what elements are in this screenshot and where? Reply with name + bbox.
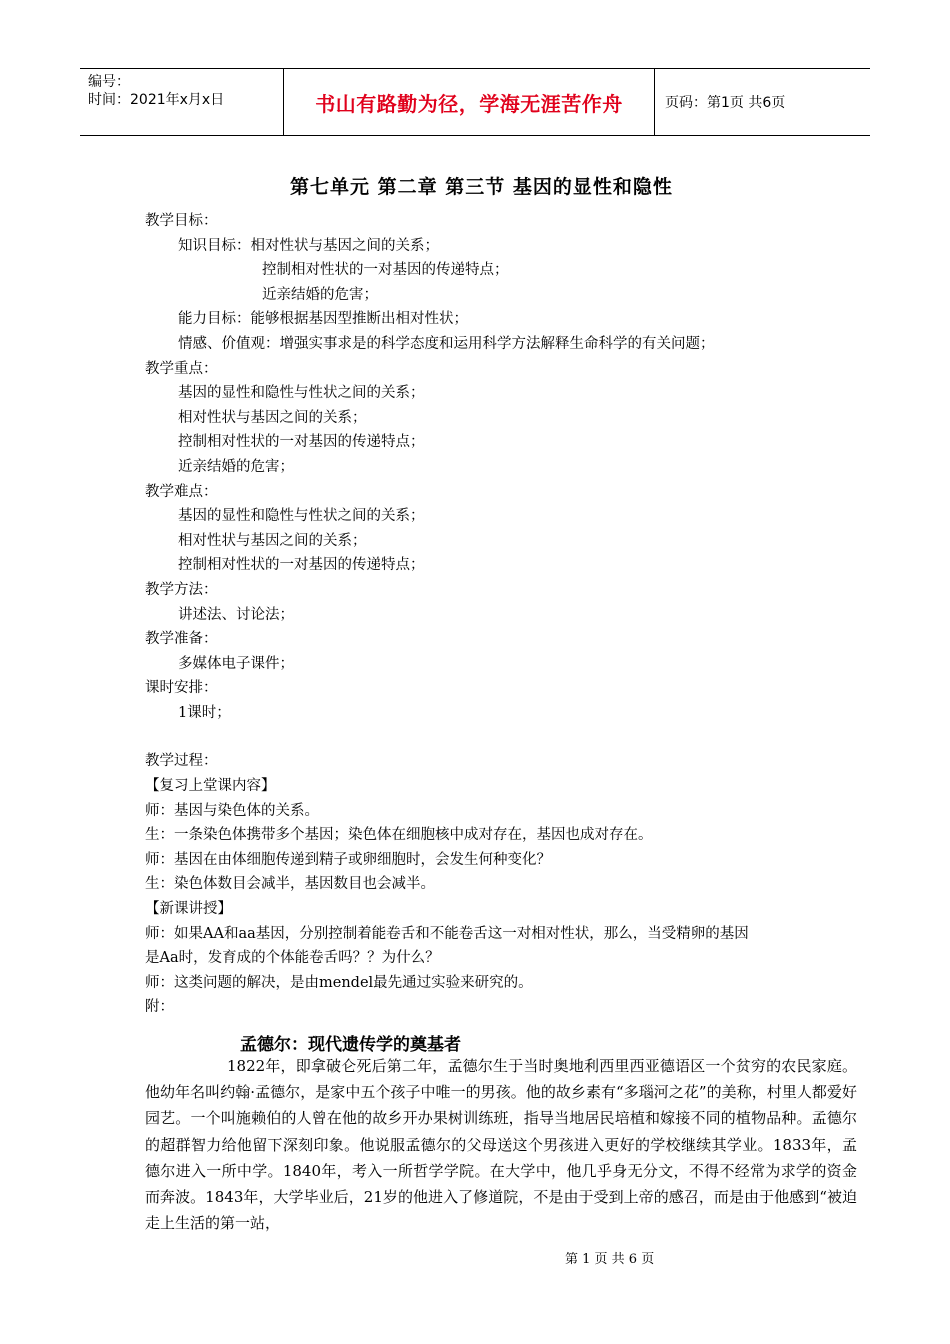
number-label: 编号： [88,74,130,90]
lesson-plan-body [145,209,857,1020]
time-label: 时间：2021年x月x日 [88,92,225,108]
text-line: 【新课讲授】 [145,901,232,918]
text-line: 师：基因在由体细胞传递到精子或卵细胞时，会发生何种变化？ [145,851,551,868]
text-line: 师：这类问题的解决，是由mendel最先通过实验来研究的。 [145,974,533,991]
page-footer: 第 1 页 共 6 页 [565,1252,655,1267]
header-left-cell [80,69,283,135]
section-heading: 教学准备： [145,631,218,648]
text-line: 情感、价值观：增强实事求是的科学态度和运用科学方法解释生命科学的有关问题； [178,335,715,352]
section-heading: 课时安排： [145,680,218,697]
text-line: 基因的显性和隐性与性状之间的关系； [178,385,425,402]
text-line: 附： [145,999,174,1016]
motto: 书山有路勤为径，学海无涯苦作舟 [315,91,623,116]
text-line: 控制相对性状的一对基因的传递特点； [178,557,425,574]
essay-title: 孟德尔：现代遗传学的奠基者 [240,1035,461,1055]
text-line: 近亲结婚的危害； [178,458,294,475]
blank-line [145,725,857,749]
section-heading: 教学重点： [145,360,218,377]
section-heading: 教学方法： [145,581,218,598]
text-line: 是Aa时，发育成的个体能卷舌吗？？为什么？ [145,950,440,967]
text-line: 生：染色体数目会减半，基因数目也会减半。 [145,876,435,893]
text-line: 相对性状与基因之间的关系； [178,409,367,426]
text-line: 生：一条染色体携带多个基因；染色体在细胞核中成对存在，基因也成对存在。 [145,827,653,844]
text-line: 近亲结婚的危害； [262,286,378,303]
section-heading: 教学过程： [145,753,218,770]
text-line: 控制相对性状的一对基因的传递特点； [178,434,425,451]
text-line: 师：如果AA和aa基因，分别控制着能卷舌和不能卷舌这一对相对性状，那么，当受精卵的基因 [145,925,749,942]
text-line: 基因的显性和隐性与性状之间的关系； [178,508,425,525]
text-line: 知识目标：相对性状与基因之间的关系； [178,237,439,254]
document-title: 第七单元 第二章 第三节 基因的显性和隐性 [290,176,673,198]
text-line: 【复习上堂课内容】 [145,778,276,795]
text-line: 1课时； [178,704,231,721]
header-page-cell [655,69,870,135]
section-heading: 教学难点： [145,483,218,500]
page-info: 页码：第1页 共6页 [665,95,786,111]
page-header [80,68,870,136]
text-line: 能力目标：能够根据基因型推断出相对性状； [178,311,468,328]
text-line: 讲述法、讨论法； [178,606,294,623]
text-line: 师：基因与染色体的关系。 [145,802,319,819]
essay-paragraph: 1822年，即拿破仑死后第二年，孟德尔生于当时奥地利西里西亚德语区一个贫穷的农民家庭。他幼年名叫约翰·孟德尔，是家中五个孩子中唯一的男孩。他的故乡素有“多瑙河之花”的美称，村里人都爱好园艺。一个叫施赖伯的人曾在他的故乡开办果树训练班，指导当地居民培植和嫁接不同的植物品种。孟德尔的超群智力给他留下深刻印象。他说服孟德尔的父母送这个男孩进入更好的学校继续其学业。1833年，孟德尔进入一所中学。1840年，考入一所哲学学院。在大学中，他几乎身无分文，不得不经常为求学的资金而奔波。1843年，大学毕业后，21岁的他进入了修道院，不是由于受到上帝的感召，而是由于他感到“被迫走上生活的第一站， [145,1057,857,1233]
section-heading: 教学目标： [145,213,218,229]
text-line: 相对性状与基因之间的关系； [178,532,367,549]
text-line: 多媒体电子课件； [178,655,294,672]
text-line: 控制相对性状的一对基因的传递特点； [262,262,509,279]
header-motto-cell [283,69,655,135]
